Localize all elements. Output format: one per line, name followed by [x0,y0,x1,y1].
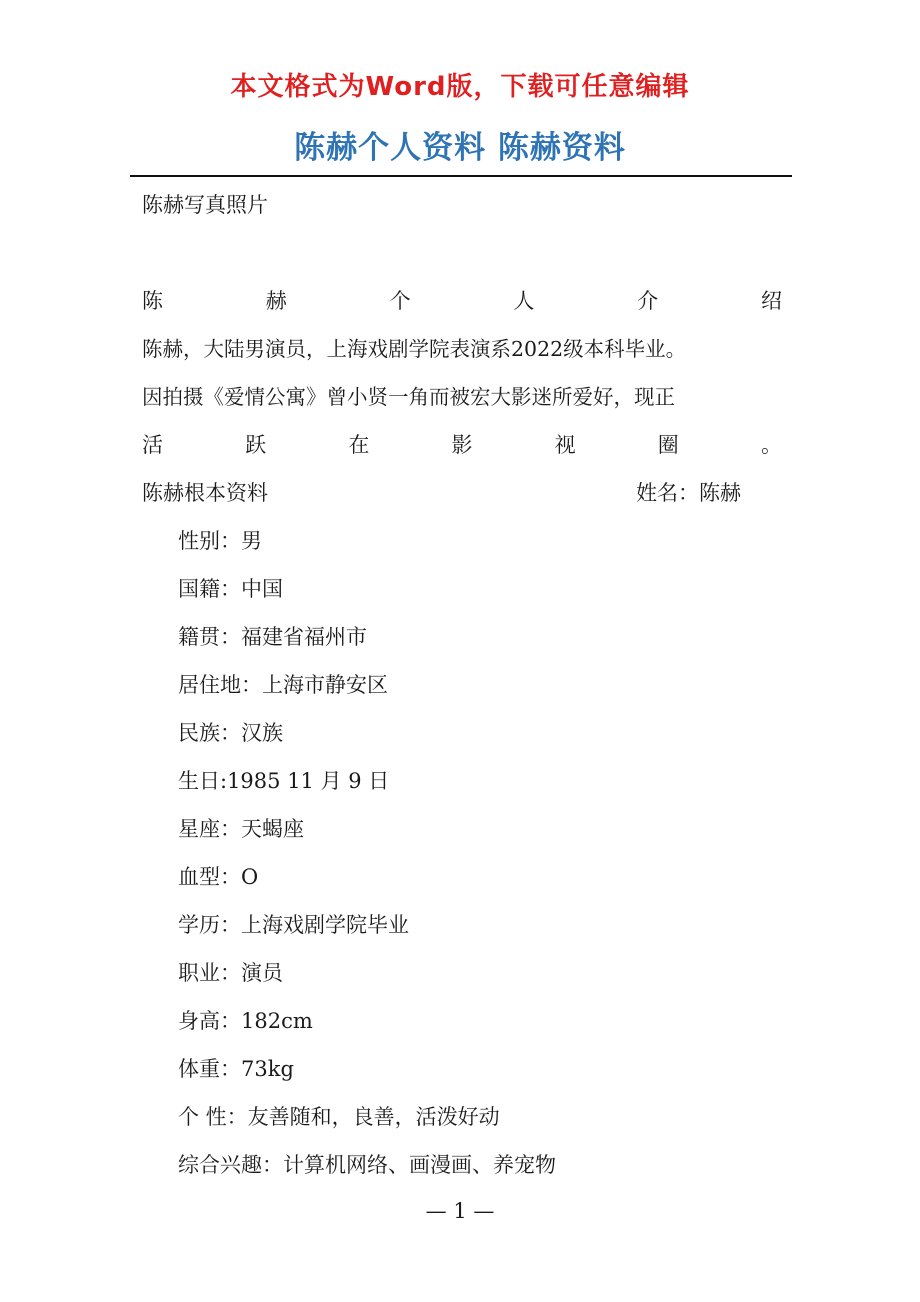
profile-personality: 个 性：友善随和，良善，活泼好动 [178,1105,500,1129]
intro-heading-char: 赫 [265,289,287,313]
intro-char: 圈 [657,433,679,457]
intro-char: 在 [348,433,370,457]
intro-char: 活 [142,433,163,457]
basic-info-heading: 陈赫根本资料 [142,481,268,505]
profile-ethnicity: 民族：汉族 [178,721,283,745]
name-field: 姓名：陈赫 [636,481,741,505]
profile-residence: 居住地：上海市静安区 [178,673,388,697]
intro-text-line: 因拍摄《爱情公寓》曾小贤一角而被宏大影迷所爱好，现正 [142,385,675,409]
intro-char: 影 [451,433,473,457]
profile-hometown: 籍贯：福建省福州市 [178,625,367,649]
intro-heading-char: 个 [389,289,411,313]
intro-char: 。 [760,433,782,457]
intro-text-line-justified [142,430,782,460]
page-number: — 1 — [425,1199,495,1223]
profile-occupation: 职业：演员 [178,961,283,985]
profile-education: 学历：上海戏剧学院毕业 [178,913,409,937]
profile-weight: 体重：73kg [178,1057,294,1081]
header-divider [130,175,792,177]
intro-heading-char: 人 [513,289,535,313]
intro-heading [142,286,782,316]
format-banner: 本文格式为Word版，下载可任意编辑 [230,72,690,102]
profile-nationality: 国籍：中国 [178,577,283,601]
profile-height: 身高：182cm [178,1009,313,1033]
profile-gender: 性别：男 [178,529,262,553]
profile-interests: 综合兴趣：计算机网络、画漫画、养宠物 [178,1153,556,1177]
intro-text-line: 陈赫，大陆男演员，上海戏剧学院表演系2022级本科毕业。 [142,337,687,361]
intro-char: 视 [554,433,576,457]
profile-zodiac: 星座：天蝎座 [178,817,304,841]
profile-blood-type: 血型：O [178,865,259,889]
intro-char: 跃 [245,433,267,457]
intro-heading-char: 绍 [760,289,782,313]
photo-caption: 陈赫写真照片 [142,193,268,217]
intro-heading-char: 介 [637,289,659,313]
page-title: 陈赫个人资料 陈赫资料 [294,130,626,166]
profile-birthday: 生日:1985 11 月 9 日 [178,769,390,793]
intro-heading-char: 陈 [142,289,163,313]
